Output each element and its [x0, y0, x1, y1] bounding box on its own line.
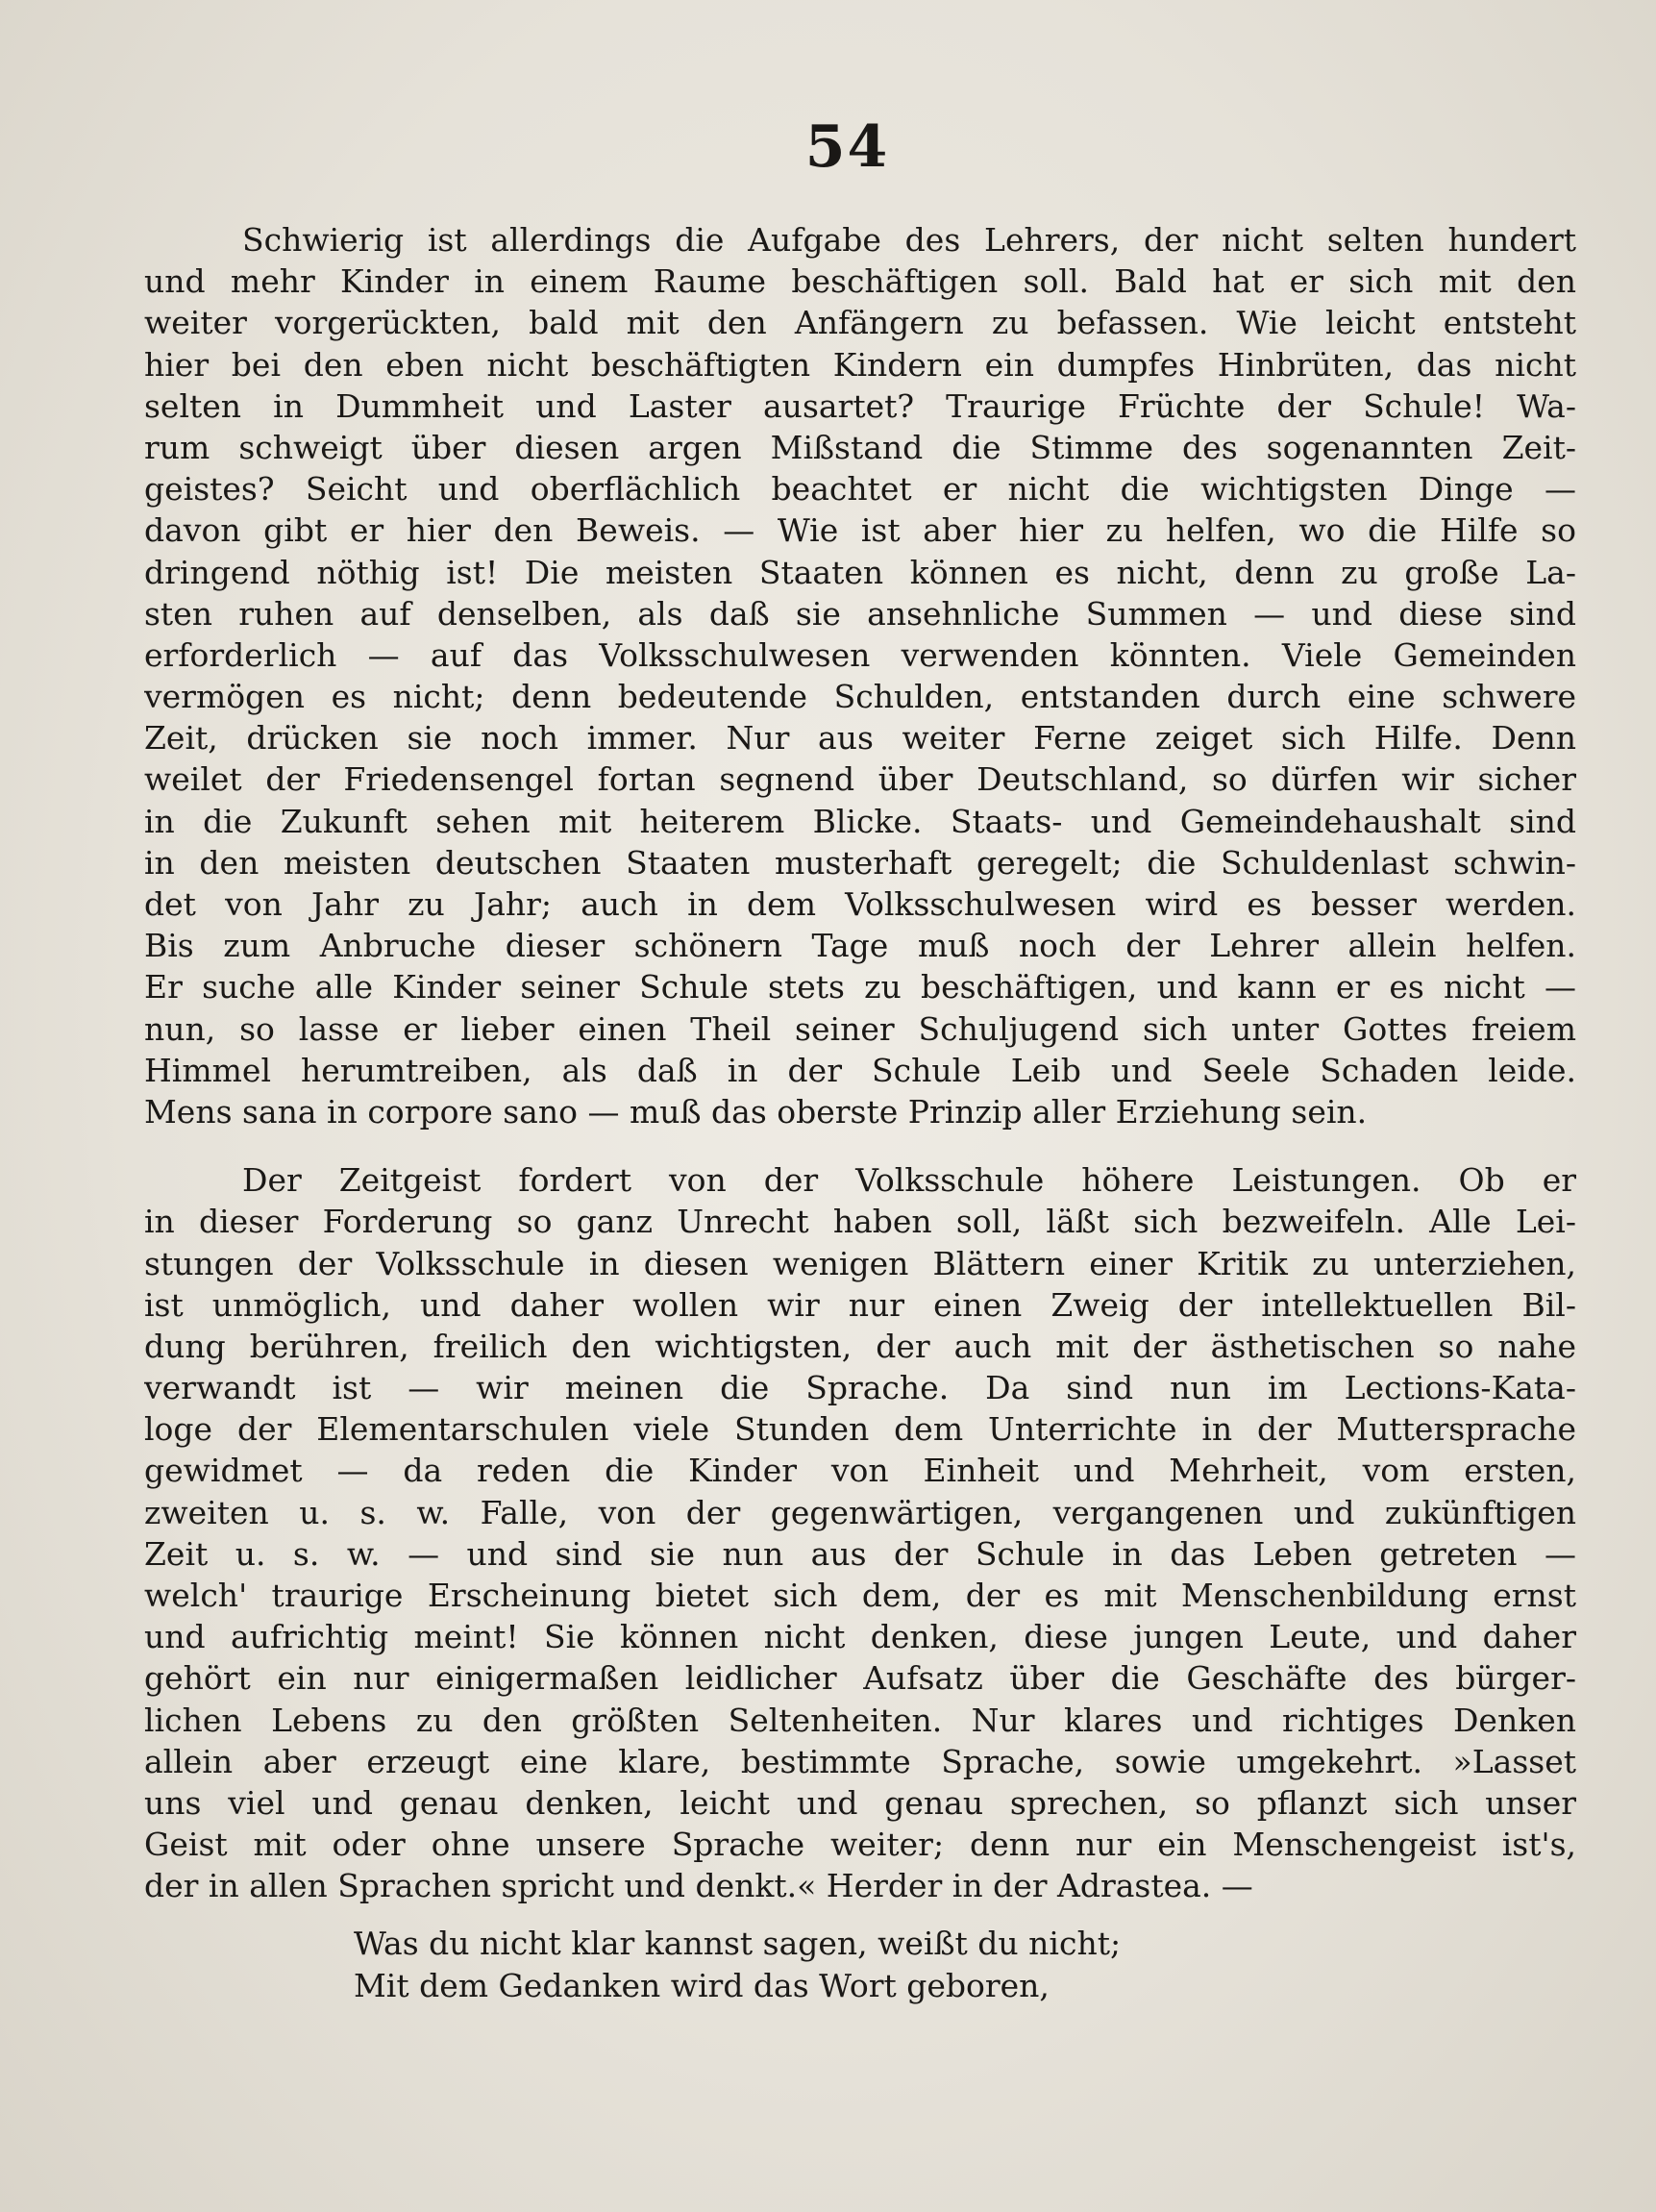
- body-text: [144, 219, 1576, 1907]
- text-line: Schwierig ist allerdings die Aufgabe des Lehrers, der nicht selten hundert: [242, 221, 1576, 259]
- text-line: selten in Dummheit und Laster ausartet? Traurige Früchte der Schule! Wa-: [144, 386, 1576, 425]
- text-line: der in allen Sprachen spricht und denkt.« Herder in der Adrastea. —: [144, 1867, 1253, 1905]
- text-line: uns viel und genau denken, leicht und genau sprechen, so pflanzt sich unser: [144, 1783, 1576, 1822]
- text-line: weilet der Friedensengel fortan segnend über Deutschland, so dürfen wir sicher: [144, 760, 1576, 799]
- text-line: Zeit u. s. w. — und sind sie nun aus der Schule in das Leben getreten —: [144, 1534, 1576, 1573]
- text-line: rum schweigt über diesen argen Mißstand die Stimme des sogenannten Zeit-: [144, 428, 1576, 466]
- paragraph-1: [144, 219, 1576, 1132]
- text-line: Mens sana in corpore sano — muß das oberste Prinzip aller Erziehung sein.: [144, 1092, 1368, 1131]
- text-line: und aufrichtig meint! Sie können nicht denken, diese jungen Leute, und daher: [144, 1618, 1576, 1656]
- text-line: loge der Elementarschulen viele Stunden dem Unterrichte in der Muttersprache: [144, 1410, 1576, 1449]
- text-line: welch' traurige Erscheinung bietet sich dem, der es mit Menschenbildung ernst: [144, 1577, 1576, 1614]
- paragraph-gap: [144, 1132, 1576, 1159]
- text-line: in dieser Forderung so ganz Unrecht haben soll, läßt sich bezweifeln. Alle Lei-: [144, 1203, 1576, 1241]
- verse-line: Mit dem Gedanken wird das Wort geboren,: [354, 1967, 1050, 2004]
- text-line: in den meisten deutschen Staaten musterhaft geregelt; die Schuldenlast schwin-: [144, 843, 1576, 882]
- text-line: zweiten u. s. w. Falle, von der gegenwärtigen, vergangenen und zukünftigen: [144, 1493, 1576, 1531]
- text-line: und mehr Kinder in einem Raume beschäftigen soll. Bald hat er sich mit den: [144, 262, 1576, 301]
- text-line: erforderlich — auf das Volksschulwesen verwenden könnten. Viele Gemeinden: [144, 635, 1576, 674]
- page-number: 54: [804, 113, 890, 181]
- text-line: allein aber erzeugt eine klare, bestimmte Sprache, sowie umgekehrt. »Lasset: [144, 1742, 1576, 1780]
- text-line: vermögen es nicht; denn bedeutende Schulden, entstanden durch eine schwere: [144, 678, 1576, 716]
- text-line: verwandt ist — wir meinen die Sprache. Da sind nun im Lections-Kata-: [144, 1369, 1576, 1407]
- text-line: Zeit, drücken sie noch immer. Nur aus weiter Ferne zeiget sich Hilfe. Denn: [144, 719, 1576, 758]
- text-line: davon gibt er hier den Beweis. — Wie ist aber hier zu helfen, wo die Hilfe so: [144, 511, 1576, 550]
- text-line: weiter vorgerückten, bald mit den Anfängern zu befassen. Wie leicht entsteht: [144, 304, 1576, 342]
- text-line: gewidmet — da reden die Kinder von Einheit und Mehrheit, vom ersten,: [144, 1452, 1576, 1490]
- verse-quote: [354, 1923, 1121, 2007]
- paragraph-2: [144, 1159, 1576, 1906]
- text-line: hier bei den eben nicht beschäftigten Kindern ein dumpfes Hinbrüten, das nicht: [144, 345, 1576, 384]
- text-line: dringend nöthig ist! Die meisten Staaten können es nicht, denn zu große La-: [144, 553, 1576, 591]
- verse-line: Was du nicht klar kannst sagen, weißt du nicht;: [354, 1925, 1122, 1962]
- text-line: Himmel herumtreiben, als daß in der Schule Leib und Seele Schaden leide.: [144, 1051, 1576, 1089]
- text-line: geistes? Seicht und oberflächlich beachtet er nicht die wichtigsten Dinge —: [144, 470, 1576, 509]
- text-line: det von Jahr zu Jahr; auch in dem Volksschulwesen wird es besser werden.: [144, 885, 1576, 923]
- text-line: Bis zum Anbruche dieser schönern Tage muß noch der Lehrer allein helfen.: [144, 927, 1576, 965]
- text-line: in die Zukunft sehen mit heiterem Blicke. Staats- und Gemeindehaushalt sind: [144, 802, 1576, 840]
- text-line: Er suche alle Kinder seiner Schule stets zu beschäftigen, und kann er es nicht —: [144, 968, 1576, 1007]
- text-line: ist unmöglich, und daher wollen wir nur einen Zweig der intellektuellen Bil-: [144, 1285, 1576, 1324]
- text-line: stungen der Volksschule in diesen wenigen Blättern einer Kritik zu unterziehen,: [144, 1244, 1576, 1282]
- text-line: dung berühren, freilich den wichtigsten, der auch mit der ästhetischen so nahe: [144, 1327, 1576, 1365]
- text-line: Der Zeitgeist fordert von der Volksschule höhere Leistungen. Ob er: [242, 1161, 1576, 1200]
- text-line: nun, so lasse er lieber einen Theil seiner Schuljugend sich unter Gottes freiem: [144, 1009, 1576, 1048]
- text-line: gehört ein nur einigermaßen leidlicher Aufsatz über die Geschäfte des bürger-: [144, 1659, 1576, 1698]
- text-line: Geist mit oder ohne unsere Sprache weiter; denn nur ein Menschengeist ist's,: [144, 1826, 1576, 1864]
- text-line: sten ruhen auf denselben, als daß sie ansehnliche Summen — und diese sind: [144, 594, 1576, 633]
- text-line: lichen Lebens zu den größten Seltenheiten. Nur klares und richtiges Denken: [144, 1701, 1576, 1739]
